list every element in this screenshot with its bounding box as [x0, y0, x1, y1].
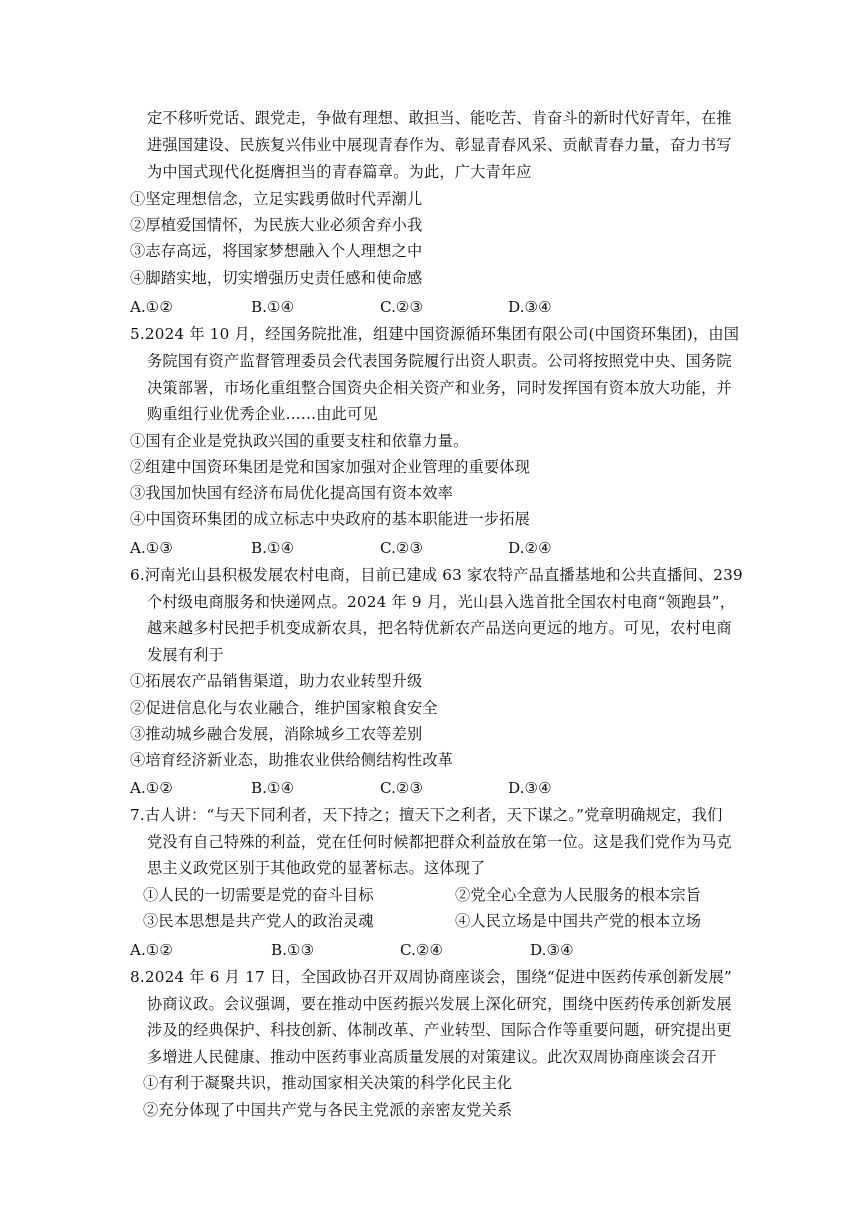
q6-item-3: ③推动城乡融合发展，消除城乡工农等差别 — [130, 725, 423, 743]
q6-option-b[interactable]: B.①④ — [251, 779, 295, 797]
q5-option-d[interactable]: D.②④ — [508, 539, 552, 557]
q6-option-c[interactable]: C.②③ — [380, 779, 424, 797]
q7-item-3: ③民本思想是共产党人的政治灵魂 — [143, 912, 374, 930]
q5-option-a[interactable]: A.①③ — [130, 539, 174, 557]
q7-option-c[interactable]: C.②④ — [400, 941, 444, 959]
q8-item-1: ①有利于凝聚共识，推动国家相关决策的科学化民主化 — [143, 1074, 513, 1092]
q6-item-4: ④培育经济新业态，助推农业供给侧结构性改革 — [130, 751, 454, 769]
q4-stem-line-2: 进强国建设、民族复兴伟业中展现青春作为、彰显青春风采、贡献青春力量，奋力书写 — [147, 136, 732, 154]
q6-option-a[interactable]: A.①② — [130, 779, 174, 797]
q5-item-2: ②组建中国资环集团是党和国家加强对企业管理的重要体现 — [130, 458, 531, 476]
q4-option-c[interactable]: C.②③ — [380, 298, 424, 316]
q5-stem-line-3: 决策部署，市场化重组整合国资央企相关资产和业务，同时发挥国有资本放大功能，并 — [147, 379, 732, 397]
q5-item-4: ④中国资环集团的成立标志中央政府的基本职能进一步拓展 — [130, 510, 531, 528]
q5-option-b[interactable]: B.①④ — [251, 539, 295, 557]
q6-item-2: ②促进信息化与农业融合，维护国家粮食安全 — [130, 699, 438, 717]
q8-stem-line-1: 8.2024 年 6 月 17 日，全国政协召开双周协商座谈会，围绕“促进中医药传承创新发展” — [130, 968, 733, 986]
q5-item-3: ③我国加快国有经济布局优化提高国有资本效率 — [130, 484, 454, 502]
q7-item-1: ①人民的一切需要是党的奋斗目标 — [143, 886, 374, 904]
q7-stem-line-1: 7.古人讲：“与天下同利者，天下持之；擅天下之利者，天下谋之。”党章明确规定，我们 — [130, 806, 723, 824]
q5-item-1: ①国有企业是党执政兴国的重要支柱和依靠力量。 — [130, 432, 469, 450]
q6-stem-line-2: 个村级电商服务和快递网点。2024 年 9 月，光山县入选首批全国农村电商“领跑县”， — [147, 593, 736, 611]
q7-option-b[interactable]: B.①③ — [271, 941, 315, 959]
q4-item-4: ④脚踏实地，切实增强历史责任感和使命感 — [130, 269, 423, 287]
q7-stem-line-3: 思主义政党区别于其他政党的显著标志。这体现了 — [147, 859, 486, 877]
q7-option-d[interactable]: D.③④ — [530, 941, 574, 959]
q7-item-4: ④人民立场是中国共产党的根本立场 — [455, 912, 702, 930]
q5-stem-line-4: 购重组行业优秀企业……由此可见 — [147, 405, 378, 423]
q7-stem-line-2: 党没有自己特殊的利益，党在任何时候都把群众利益放在第一位。这是我们党作为马克 — [147, 833, 732, 851]
q5-option-c[interactable]: C.②③ — [380, 539, 424, 557]
q6-stem-line-4: 发展有利于 — [147, 646, 224, 664]
q6-stem-line-3: 越来越多村民把手机变成新农具，把名特优新农产品送向更远的地方。可见，农村电商 — [147, 619, 732, 637]
q5-stem-line-2: 务院国有资产监督管理委员会代表国务院履行出资人职责。公司将按照党中央、国务院 — [147, 352, 732, 370]
q6-option-d[interactable]: D.③④ — [508, 779, 552, 797]
q6-item-1: ①拓展农产品销售渠道，助力农业转型升级 — [130, 672, 423, 690]
q7-option-a[interactable]: A.①② — [130, 941, 174, 959]
q8-item-2: ②充分体现了中国共产党与各民主党派的亲密友党关系 — [143, 1101, 513, 1119]
q5-stem-line-1: 5.2024 年 10 月，经国务院批准，组建中国资源循环集团有限公司(中国资环集团)，由国 — [130, 325, 740, 343]
q4-stem-line-3: 为中国式现代化挺膺担当的青春篇章。为此，广大青年应 — [147, 163, 532, 181]
q4-stem-line-1: 定不移听党话、跟党走，争做有理想、敢担当、能吃苦、肯奋斗的新时代好青年，在推 — [147, 109, 732, 127]
q4-option-d[interactable]: D.③④ — [508, 298, 552, 316]
q4-item-2: ②厚植爱国情怀，为民族大业必须舍弃小我 — [130, 216, 423, 234]
q8-stem-line-3: 涉及的经典保护、科技创新、体制改革、产业转型、国际合作等重要问题，研究提出更 — [147, 1021, 732, 1039]
q6-stem-line-1: 6.河南光山县积极发展农村电商，目前已建成 63 家农特产品直播基地和公共直播间、239 — [130, 566, 743, 584]
q4-option-a[interactable]: A.①② — [130, 298, 174, 316]
q7-item-2: ②党全心全意为人民服务的根本宗旨 — [455, 886, 702, 904]
q8-stem-line-4: 多增进人民健康、推动中医药事业高质量发展的对策建议。此次双周协商座谈会召开 — [147, 1048, 717, 1066]
q4-option-b[interactable]: B.①④ — [251, 298, 295, 316]
q4-item-1: ①坚定理想信念，立足实践勇做时代弄潮儿 — [130, 190, 423, 208]
q8-stem-line-2: 协商议政。会议强调，要在推动中医药振兴发展上深化研究，围绕中医药传承创新发展 — [147, 995, 732, 1013]
q4-item-3: ③志存高远，将国家梦想融入个人理想之中 — [130, 242, 423, 260]
